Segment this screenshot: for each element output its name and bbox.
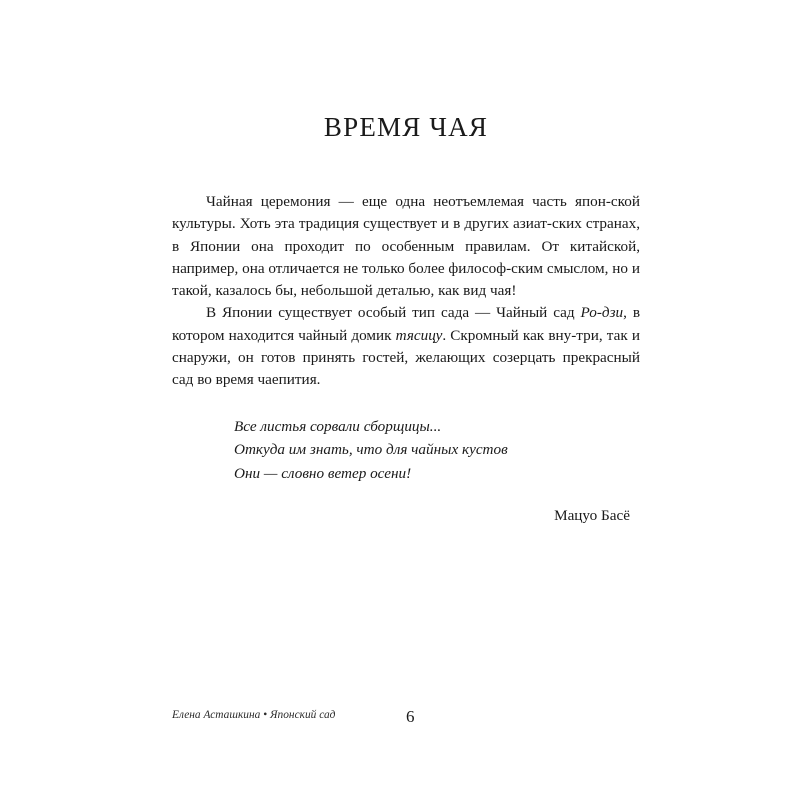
poem-author: Мацуо Басё (554, 506, 630, 524)
footer-running-head (172, 709, 335, 721)
poem-line: Они — словно ветер осени! (234, 464, 412, 482)
page-footer (172, 707, 640, 731)
footer-separator: • (263, 709, 268, 721)
page-content (172, 0, 640, 527)
page-title: ВРЕМЯ ЧАЯ (323, 112, 489, 142)
footer-author: Елена Асташкина (172, 709, 261, 721)
paragraph: В Японии существует особый тип сада — Чайный сад Ро-дзи, в котором находится чайный домик тясицу. Скромный как вну-три, так и снаружи, он готов принять гостей, желающих созерцать прекрасный сад во время чаепития. (172, 304, 640, 389)
footer-book-title: Японский сад (270, 709, 336, 721)
body-text (172, 191, 640, 391)
paragraph: Чайная церемония — еще одна неотъемлемая часть япон-ской культуры. Хоть эта традиция существует и в других азиат-ских странах, в Японии она проходит по особенным правилам. От китайской, например, она отличается не только более философ-ским смыслом, но и такой, казалось бы, небольшой деталью, как вид чая! (172, 193, 641, 300)
page-number: 6 (406, 707, 415, 726)
poem-block (234, 415, 640, 526)
poem-line: Все листья сорвали сборщицы... (234, 418, 442, 436)
poem-line: Откуда им знать, что для чайных кустов (234, 441, 508, 459)
